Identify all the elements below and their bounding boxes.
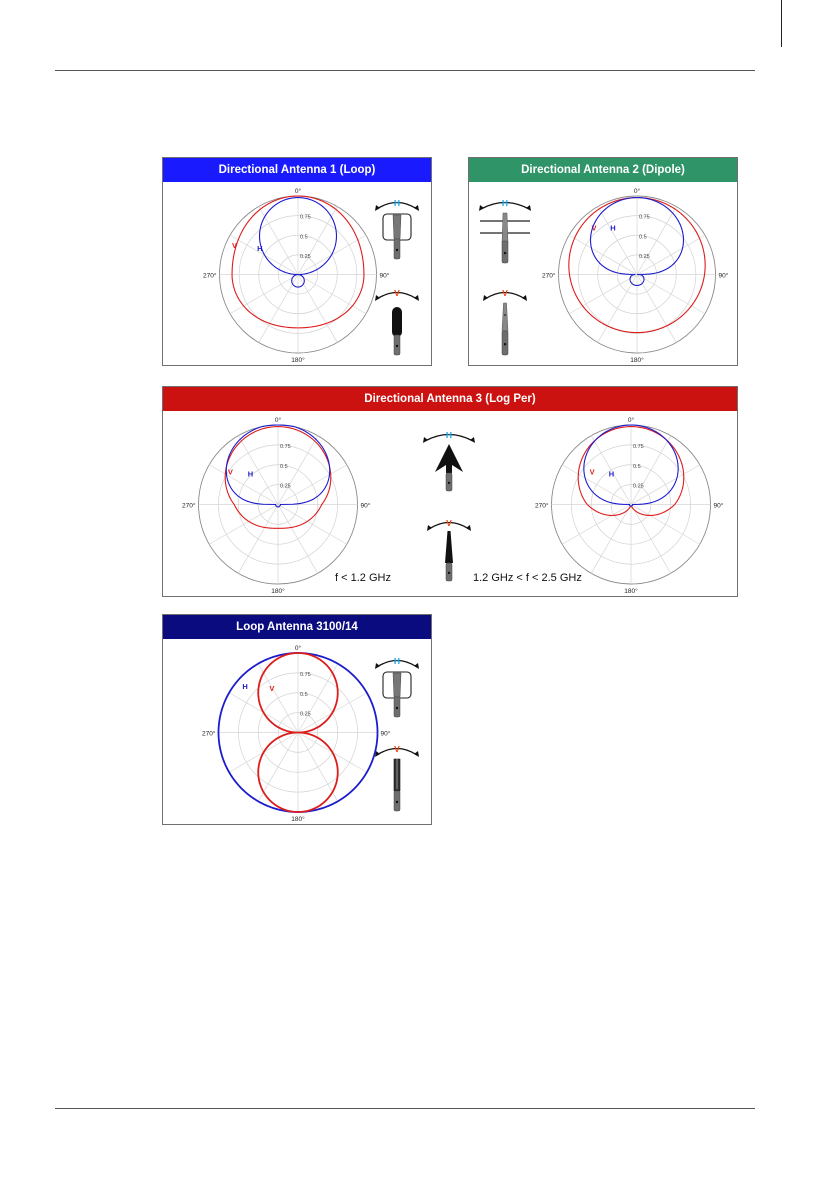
- ring-label: 0.5: [280, 463, 288, 470]
- grid-spoke: [209, 465, 278, 505]
- grid-spoke: [298, 275, 337, 343]
- grid-spoke: [258, 733, 298, 802]
- antenna-icon-h: [373, 653, 421, 723]
- panel-loop3100: [162, 614, 432, 825]
- ring-label: 0.5: [300, 691, 308, 698]
- grid-spoke: [598, 207, 637, 275]
- header-rule: [55, 70, 755, 71]
- footer-rule: [55, 1108, 755, 1109]
- grid-spoke: [298, 275, 366, 314]
- polarization-label: H: [393, 656, 401, 666]
- angle-label: 270°: [202, 730, 216, 738]
- grid-spoke: [631, 505, 671, 574]
- antenna-icon-h: [373, 195, 421, 265]
- angle-label: 270°: [203, 272, 217, 280]
- grid-spoke: [258, 664, 298, 733]
- angle-label: 180°: [291, 357, 305, 364]
- angle-label: 180°: [630, 357, 644, 364]
- polar-plot: [535, 182, 738, 366]
- ring-label: 0.25: [633, 483, 644, 490]
- trace-label-h: H: [257, 243, 263, 253]
- panel-loop: [162, 157, 432, 366]
- panel-dipole: [468, 157, 738, 366]
- grid-spoke: [230, 275, 298, 314]
- trace-label-h: H: [247, 469, 254, 479]
- trace-label-h: H: [242, 681, 248, 691]
- angle-label: 180°: [271, 588, 285, 595]
- trace-label-v: V: [589, 467, 595, 477]
- antenna-icon-v: [481, 285, 529, 360]
- antenna-icon-h: [477, 195, 533, 270]
- polarization-label: V: [394, 744, 400, 754]
- angle-label: 0°: [633, 188, 641, 195]
- angle-label: 90°: [379, 272, 390, 280]
- ring-label: 0.75: [300, 671, 311, 678]
- trace-label-h: H: [610, 223, 616, 233]
- grid-spoke: [591, 505, 631, 574]
- frequency-label-high: 1.2 GHz < f < 2.5 GHz: [473, 572, 582, 584]
- antenna-icon-v: [373, 285, 421, 360]
- polarization-label: V: [394, 288, 400, 298]
- polarization-label: H: [501, 198, 509, 208]
- frequency-label-low: f < 1.2 GHz: [335, 572, 391, 584]
- antenna-icon-v: [425, 515, 473, 583]
- ring-label: 0.75: [633, 443, 644, 450]
- polarization-label: V: [446, 518, 452, 528]
- grid-spoke: [259, 275, 298, 343]
- polarization-label: H: [393, 198, 401, 208]
- grid-spoke: [238, 505, 278, 574]
- ring-label: 0.5: [300, 234, 308, 241]
- ring-label: 0.25: [300, 711, 311, 718]
- angle-label: 270°: [182, 502, 196, 510]
- polar-plot-high: [523, 411, 738, 597]
- grid-spoke: [298, 733, 338, 802]
- grid-spoke: [562, 465, 631, 505]
- angle-label: 180°: [624, 588, 638, 595]
- angle-label: 180°: [291, 816, 305, 823]
- angle-label: 90°: [713, 502, 724, 510]
- polarization-label: H: [445, 430, 453, 440]
- ring-label: 0.25: [280, 483, 291, 490]
- grid-spoke: [209, 505, 278, 545]
- antenna-icon-v: [373, 741, 421, 816]
- angle-label: 0°: [294, 645, 302, 652]
- antenna-icon-h: [421, 427, 477, 499]
- angle-label: 90°: [360, 502, 371, 510]
- panel-title: Loop Antenna 3100/14: [163, 615, 431, 639]
- trace-label-v: V: [227, 467, 233, 477]
- ring-label: 0.75: [639, 214, 650, 221]
- angle-label: 0°: [274, 417, 282, 424]
- polar-plot-low: [163, 411, 393, 597]
- grid-spoke: [562, 505, 631, 545]
- angle-label: 90°: [718, 272, 729, 280]
- panel-logper: [162, 386, 738, 597]
- grid-spoke: [278, 505, 318, 574]
- ring-label: 0.25: [300, 253, 311, 260]
- angle-label: 0°: [294, 188, 302, 195]
- panel-title: Directional Antenna 2 (Dipole): [469, 158, 737, 182]
- trace-label-h: H: [608, 469, 615, 479]
- ring-label: 0.5: [633, 463, 641, 470]
- grid-spoke: [278, 505, 347, 545]
- angle-label: 90°: [380, 730, 391, 738]
- angle-label: 270°: [535, 502, 549, 510]
- ring-label: 0.25: [639, 253, 650, 260]
- angle-label: 0°: [627, 417, 635, 424]
- grid-spoke: [637, 275, 705, 314]
- trace-label-v: V: [591, 223, 597, 233]
- grid-spoke: [631, 505, 700, 545]
- ring-label: 0.75: [300, 214, 311, 221]
- ring-label: 0.75: [280, 443, 291, 450]
- panel-title: Directional Antenna 3 (Log Per): [163, 387, 737, 411]
- angle-label: 270°: [542, 272, 556, 280]
- trace-label-v: V: [232, 240, 238, 250]
- panel-title: Directional Antenna 1 (Loop): [163, 158, 431, 182]
- grid-spoke: [238, 436, 278, 505]
- crop-mark: [781, 0, 782, 47]
- polarization-label: V: [502, 288, 508, 298]
- grid-spoke: [569, 235, 637, 274]
- trace-label-v: V: [269, 684, 275, 694]
- grid-spoke: [569, 275, 637, 314]
- ring-label: 0.5: [639, 234, 647, 241]
